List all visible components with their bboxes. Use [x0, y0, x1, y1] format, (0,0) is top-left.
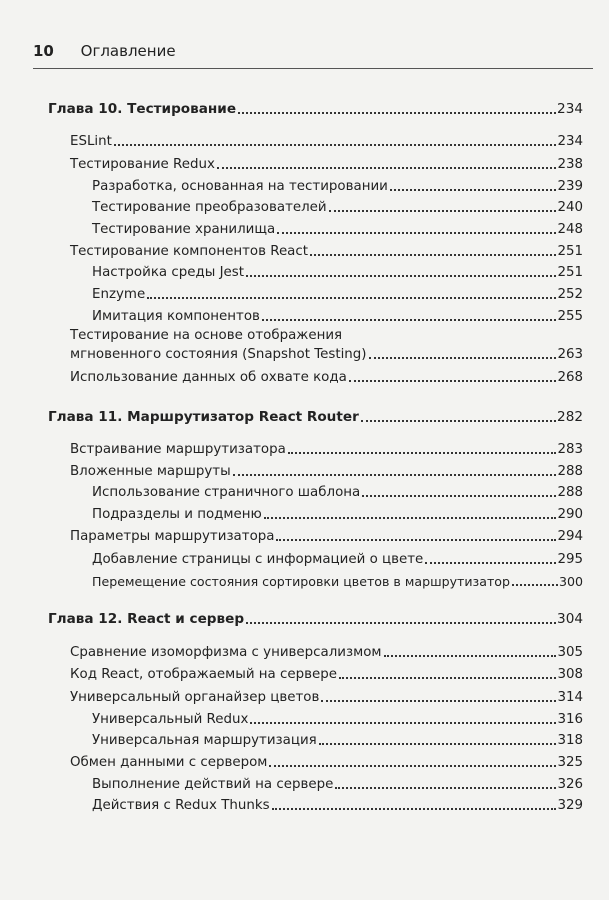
- toc-entry: [70, 156, 583, 173]
- dot-leader: [512, 584, 558, 586]
- toc-entry: [70, 463, 583, 480]
- toc-entry-line1: [70, 327, 583, 344]
- toc-title: Тестирование Redux: [70, 157, 215, 172]
- dot-leader: [277, 232, 556, 234]
- toc-page: 329: [557, 798, 583, 813]
- toc-entry: [70, 369, 583, 386]
- toc-title: Enzyme: [92, 287, 146, 302]
- toc-title: Сравнение изоморфизма с универсализмом: [70, 645, 382, 660]
- header-rule: [33, 68, 593, 69]
- toc-entry: [70, 754, 583, 771]
- dot-leader: [233, 474, 557, 476]
- toc-entry: [92, 573, 583, 590]
- toc-entry: [92, 732, 583, 749]
- toc-title: Универсальная маршрутизация: [92, 733, 317, 748]
- running-header: [33, 42, 176, 60]
- toc-title: Универсальный органайзер цветов: [70, 690, 320, 705]
- toc-page: 252: [557, 287, 583, 302]
- dot-leader: [329, 210, 557, 212]
- toc-title: Действия с Redux Thunks: [92, 798, 270, 813]
- toc-page: 308: [557, 667, 583, 682]
- toc-entry: [92, 711, 583, 728]
- toc-page: 290: [557, 507, 583, 522]
- toc-title: Имитация компонентов: [92, 309, 260, 324]
- toc-entry: [92, 506, 583, 523]
- toc-entry: [70, 441, 583, 458]
- toc-entry: [92, 308, 583, 325]
- toc-page: 300: [558, 574, 583, 589]
- toc-page: 314: [557, 690, 583, 705]
- toc-page: 234: [557, 101, 583, 117]
- toc-page: 288: [557, 485, 583, 500]
- toc-title: Параметры маршрутизатора: [70, 529, 275, 544]
- dot-leader: [321, 700, 556, 702]
- toc-chapter: [48, 611, 583, 628]
- dot-leader: [335, 787, 556, 789]
- toc-page: 304: [557, 611, 583, 627]
- dot-leader: [114, 144, 557, 146]
- toc-page: 318: [557, 733, 583, 748]
- toc-title: Настройка среды Jest: [92, 265, 244, 280]
- dot-leader: [147, 297, 556, 299]
- toc-page: 325: [557, 755, 583, 770]
- dot-leader: [264, 517, 557, 519]
- toc-entry: [92, 178, 583, 195]
- dot-leader: [238, 112, 556, 114]
- dot-leader: [269, 765, 556, 767]
- dot-leader: [250, 722, 556, 724]
- toc-entry: [92, 797, 583, 814]
- toc-page: 263: [557, 347, 583, 362]
- toc-title: Глава 12. React и сервер: [48, 611, 245, 627]
- toc-title: Глава 11. Маршрутизатор React Router: [48, 409, 359, 425]
- toc-title: Тестирование преобразователей: [92, 200, 327, 215]
- page-number: 10: [33, 42, 54, 60]
- toc-title: Тестирование хранилища: [92, 222, 276, 237]
- dot-leader: [246, 622, 556, 624]
- toc-entry: [92, 264, 583, 281]
- running-title: Оглавление: [80, 42, 176, 60]
- toc-page: 238: [557, 157, 583, 172]
- dot-leader: [339, 677, 556, 679]
- dot-leader: [217, 167, 557, 169]
- toc-page: 239: [557, 179, 583, 194]
- dot-leader: [319, 743, 557, 745]
- toc-page: 251: [557, 265, 583, 280]
- toc-page: 326: [557, 777, 583, 792]
- dot-leader: [272, 808, 557, 810]
- toc-title: Код React, отображаемый на сервере: [70, 667, 337, 682]
- dot-leader: [362, 495, 556, 497]
- toc-entry: [92, 286, 583, 303]
- toc-title: Подразделы и подменю: [92, 507, 262, 522]
- toc-entry: [70, 689, 583, 706]
- toc-entry: [70, 666, 583, 683]
- toc-chapter: [48, 409, 583, 426]
- toc-title: Выполнение действий на сервере: [92, 777, 334, 792]
- toc-page: 282: [557, 409, 583, 425]
- toc-entry: [92, 484, 583, 501]
- toc-page: 255: [557, 309, 583, 324]
- toc-title: Тестирование на основе отображения: [70, 328, 343, 343]
- toc-title: Разработка, основанная на тестировании: [92, 179, 388, 194]
- toc-page: 294: [557, 529, 583, 544]
- toc-entry: [92, 776, 583, 793]
- toc-chapter: [48, 101, 583, 118]
- toc-title: Обмен данными с сервером: [70, 755, 268, 770]
- toc-title: Использование страничного шаблона: [92, 485, 361, 500]
- toc-title: Универсальный Redux: [92, 712, 249, 727]
- toc-entry: [92, 551, 583, 568]
- toc-title: Встраивание маршрутизатора: [70, 442, 286, 457]
- toc-entry: [92, 221, 583, 238]
- toc-entry: [70, 644, 583, 661]
- toc-title: Глава 10. Тестирование: [48, 101, 237, 117]
- dot-leader: [349, 380, 557, 382]
- dot-leader: [361, 420, 556, 422]
- toc-entry: [70, 346, 583, 363]
- dot-leader: [246, 275, 556, 277]
- toc-page: 316: [557, 712, 583, 727]
- dot-leader: [288, 452, 557, 454]
- toc-entry: [70, 243, 583, 260]
- toc-page: 268: [557, 370, 583, 385]
- toc-title: Перемещение состояния сортировки цветов в маршрутизатор: [92, 574, 511, 589]
- toc-title: Использование данных об охвате кода: [70, 370, 347, 385]
- toc-title: мгновенного состояния (Snapshot Testing): [70, 347, 367, 362]
- toc-page: 240: [557, 200, 583, 215]
- toc-page: 283: [557, 442, 583, 457]
- toc-page: 305: [557, 645, 583, 660]
- toc-title: Тестирование компонентов React: [70, 244, 309, 259]
- toc-entry: [70, 133, 583, 150]
- dot-leader: [310, 254, 556, 256]
- dot-leader: [425, 562, 556, 564]
- dot-leader: [276, 539, 556, 541]
- dot-leader: [390, 189, 557, 191]
- toc-title: ESLint: [70, 134, 112, 149]
- toc-page: 288: [557, 464, 583, 479]
- toc-title: Вложенные маршруты: [70, 464, 231, 479]
- dot-leader: [262, 319, 557, 321]
- toc-page: 251: [557, 244, 583, 259]
- toc-entry: [70, 528, 583, 545]
- dot-leader: [384, 655, 557, 657]
- toc-page: 248: [557, 222, 583, 237]
- toc-page: 234: [557, 134, 583, 149]
- toc-page: 295: [557, 552, 583, 567]
- dot-leader: [369, 357, 557, 359]
- toc-title: Добавление страницы с информацией о цвете: [92, 552, 424, 567]
- toc-entry: [92, 199, 583, 216]
